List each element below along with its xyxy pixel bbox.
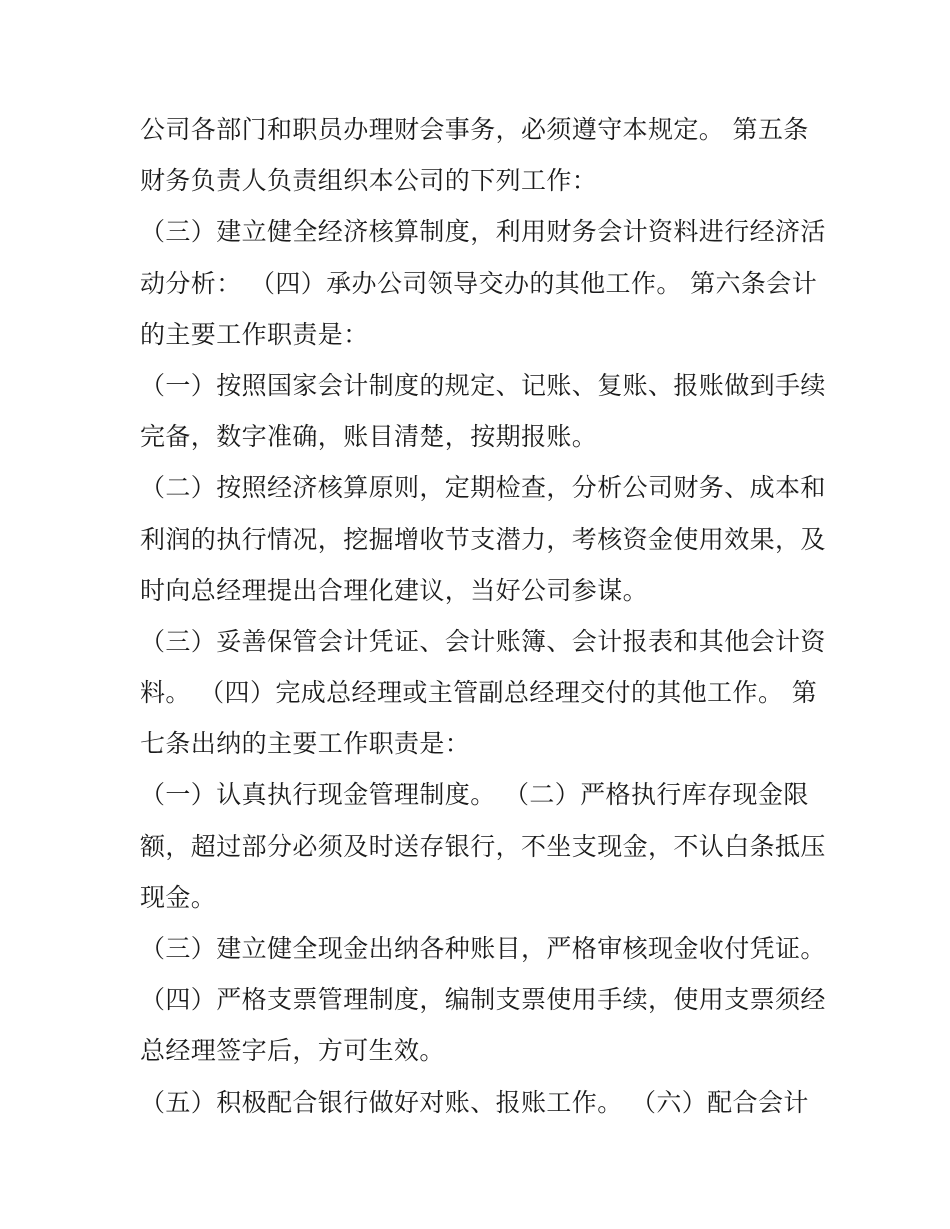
text-line: （二）按照经济核算原则，定期检查，分析公司财务、成本和 [140,473,826,503]
text-line: 额，超过部分必须及时送存银行，不坐支现金，不认白条抵压 [140,831,826,861]
text-line: （五）积极配合银行做好对账、报账工作。 （六）配合会计 [140,1087,809,1117]
text-line: （三）建立健全经济核算制度，利用财务会计资料进行经济活 [140,217,826,247]
text-line: 现金。 [140,882,217,912]
text-line: 料。 （四）完成总经理或主管副总经理交付的其他工作。 第 [140,678,818,708]
text-line: （四）严格支票管理制度，编制支票使用手续，使用支票须经 [140,985,826,1015]
text-line: 的主要工作职责是： [140,319,369,349]
text-line: 完备，数字准确，账目清楚，按期报账。 [140,422,598,452]
text-line: 动分析： （四）承办公司领导交办的其他工作。 第六条会计 [140,268,818,298]
text-line: （三）妥善保管会计凭证、会计账簿、会计报表和其他会计资 [140,626,826,656]
text-line: 财务负责人负责组织本公司的下列工作： [140,166,598,196]
text-line: （一）按照国家会计制度的规定、记账、复账、报账做到手续 [140,370,826,400]
text-line: 公司各部门和职员办理财会事务，必须遵守本规定。 第五条 [140,115,809,144]
text-line: （一）认真执行现金管理制度。 （二）严格执行库存现金限 [140,780,809,810]
text-line: 七条出纳的主要工作职责是： [140,729,471,759]
text-line: 总经理签字后，方可生效。 [140,1036,445,1066]
text-line: 时向总经理提出合理化建议，当好公司参谋。 [140,575,649,605]
document-body [140,104,830,1128]
text-line: 利润的执行情况，挖掘增收节支潜力，考核资金使用效果，及 [140,524,826,554]
text-line: （三）建立健全现金出纳各种账目，严格审核现金收付凭证。 [140,934,826,963]
